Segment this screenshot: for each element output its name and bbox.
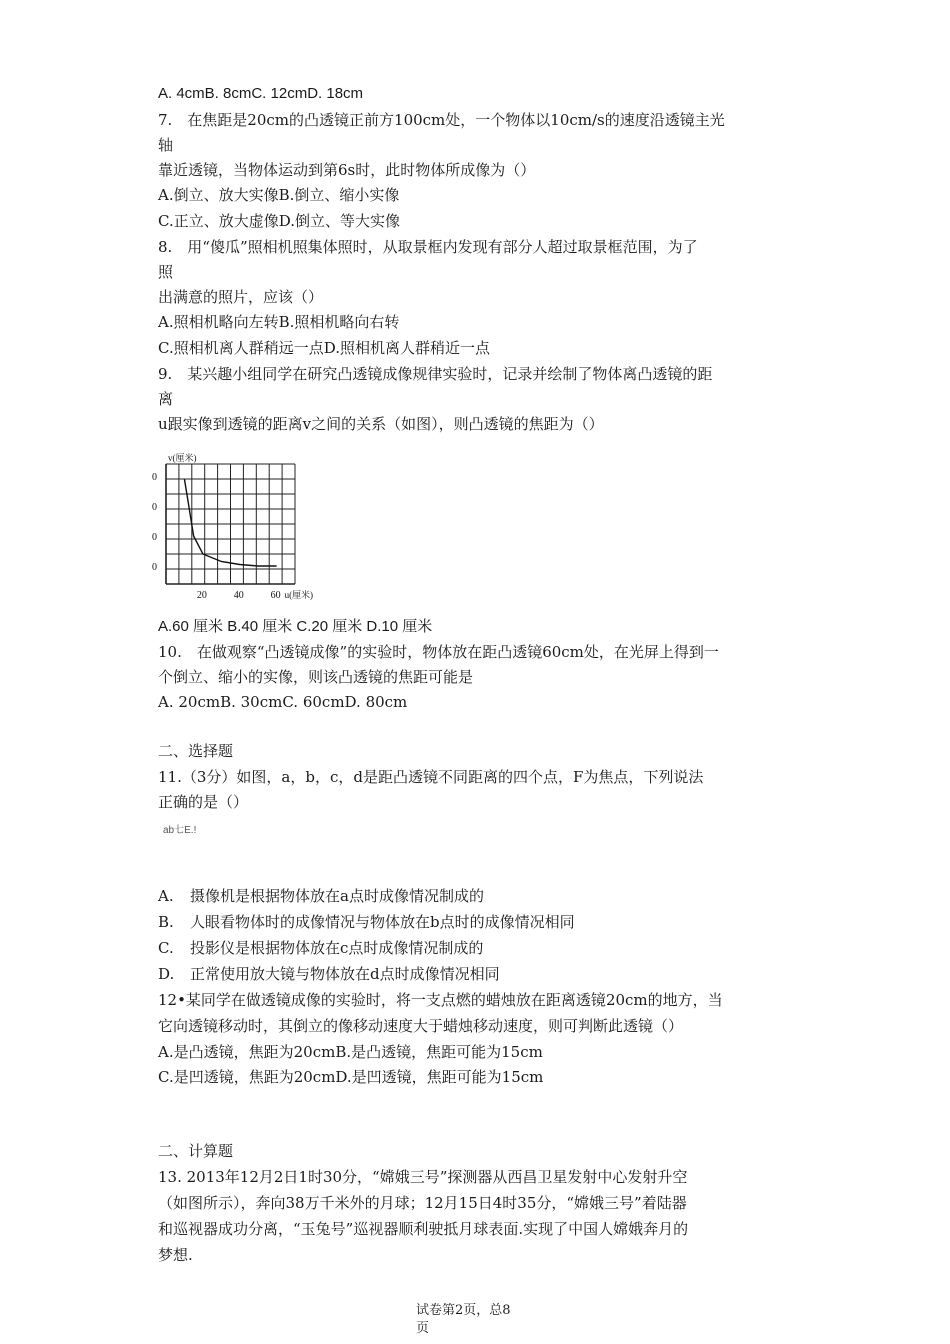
q12-options-row2: C.是凹透镜，焦距为20cmD.是凹透镜，焦距可能为15cm <box>158 1068 544 1086</box>
q7-stem-line1: 7. 在焦距是20cm的凸透镜正前方100cm处，一个物体以10cm/s的速度沿透镜主光 <box>158 111 725 129</box>
q8-stem-line1: 8. 用“傻瓜”照相机照集体照时，从取景框内发现有部分人超过取景框范围，为了 <box>158 238 698 256</box>
q11-option-b-text: 人眼看物体时的成像情况与物体放在b点时的成像情况相同 <box>190 913 575 931</box>
q13-stem-line3: 和巡视器成功分离，“玉兔号”巡视器顺利驶抵月球表面.实现了中国人嫦娥奔月的 <box>158 1220 689 1238</box>
q12-stem-line2: 它向透镜移动时，其倒立的像移动速度大于蜡烛移动速度，则可判断此透镜（） <box>158 1017 684 1035</box>
q11-figure-label: ab七E.! <box>163 825 197 836</box>
q11-stem-line2: 正确的是（） <box>158 793 249 811</box>
q11-option-a-text: 摄像机是根据物体放在a点时成像情况制成的 <box>190 887 484 905</box>
x-tick-label: 40 <box>233 590 244 601</box>
q12-options-row1: A.是凸透镜，焦距为20cmB.是凸透镜，焦距可能为15cm <box>158 1043 543 1061</box>
q11-option-b-letter: B. <box>158 913 174 931</box>
y-tick-label: 0 <box>152 532 157 543</box>
y-tick-label: 0 <box>152 502 157 513</box>
q11-stem-line1: 11.（3分）如图，a，b，c，d是距凸透镜不同距离的四个点，F为焦点，下列说法 <box>158 768 704 786</box>
q10-options: A. 20cmB. 30cmC. 60cmD. 80cm <box>158 693 408 711</box>
q7-stem-line2: 轴 <box>158 136 174 154</box>
q13-stem-line4: 梦想. <box>158 1246 193 1264</box>
q13-stem-line2: （如图所示），奔向38万千米外的月球；12月15日4时35分，“嫦娥三号”着陆器 <box>158 1194 687 1212</box>
q11-option-d-letter: D. <box>158 965 175 983</box>
x-tick-label: 20 <box>196 590 207 601</box>
q9-stem-line3: u跟实像到透镜的距离v之间的关系（如图），则凸透镜的焦距为（） <box>158 415 604 433</box>
q11-option-c-letter: C. <box>158 939 174 957</box>
q8-options-row1: A.照相机略向左转B.照相机略向右转 <box>158 313 400 331</box>
q13-stem-line1: 13. 2013年12月2日1时30分，“嫦娥三号”探测器从西昌卫星发射中心发射升空 <box>158 1168 688 1186</box>
page-footer-line2: 页 <box>416 1321 430 1336</box>
q10-stem-line2: 个倒立、缩小的实像，则该凸透镜的焦距可能是 <box>158 668 474 686</box>
q9-stem-line1: 9. 某兴趣小组同学在研究凸透镜成像规律实验时，记录并绘制了物体离凸透镜的距 <box>158 365 713 383</box>
q8-stem-line3: 出满意的照片，应该（） <box>158 288 324 306</box>
section-title-calc: 二、计算题 <box>158 1142 234 1160</box>
q11-option-a-letter: A. <box>158 887 174 905</box>
q11-option-c-text: 投影仪是根据物体放在c点时成像情况制成的 <box>190 939 484 957</box>
q7-stem-line3: 靠近透镜，当物体运动到第6s时，此时物体所成像为（） <box>158 161 536 179</box>
y-tick-label: 0 <box>152 472 157 483</box>
section-title-choice: 二、选择题 <box>158 742 234 760</box>
q10-stem-line1: 10. 在做观察“凸透镜成像”的实验时，物体放在距凸透镜60cm处，在光屏上得到一 <box>158 643 719 661</box>
q9-options: A.60 厘米 B.40 厘米 C.20 厘米 D.10 厘米 <box>158 618 433 635</box>
q7-options-row2: C.正立、放大虚像D.倒立、等大实像 <box>158 212 400 230</box>
y-tick-label: 0 <box>152 562 157 573</box>
x-tick-label: 60 <box>270 590 281 601</box>
q6-options: A. 4cmB. 8cmC. 12cmD. 18cm <box>158 85 364 102</box>
q11-option-d-text: 正常使用放大镜与物体放在d点时成像情况相同 <box>190 965 500 983</box>
uv-graph <box>148 450 318 605</box>
q7-options-row1: A.倒立、放大实像B.倒立、缩小实像 <box>158 186 400 204</box>
q8-options-row2: C.照相机离人群稍远一点D.照相机离人群稍近一点 <box>158 339 490 357</box>
q12-stem-line1: 12•某同学在做透镜成像的实验时，将一支点燃的蜡烛放在距离透镜20cm的地方，当 <box>158 991 723 1009</box>
page-footer-line1: 试卷第2页，总8 <box>416 1303 511 1318</box>
x-axis-label: u(厘米) <box>284 590 314 600</box>
y-axis-label: v(厘米) <box>168 453 197 463</box>
q8-stem-line2: 照 <box>158 263 174 281</box>
q9-stem-line2: 离 <box>158 390 174 408</box>
